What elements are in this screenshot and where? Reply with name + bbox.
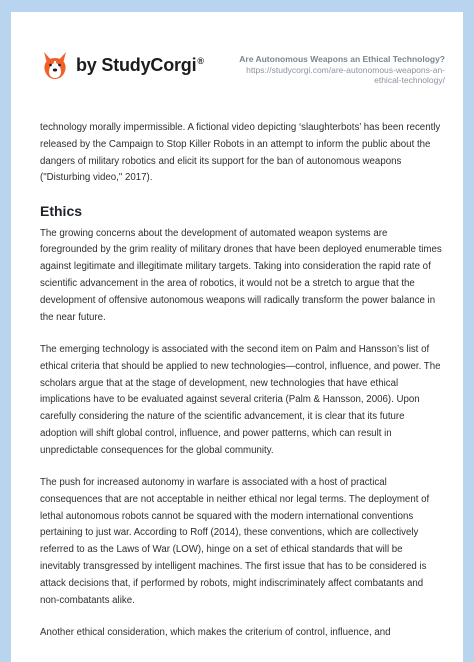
brand-name-text: by StudyCorgi [76, 54, 197, 75]
brand-name [76, 55, 204, 76]
paragraph: The growing concerns about the development of automated weapon systems are foregrounded by the grim reality of military drones that have been deployed enumerable times against legitimate and illegitimate military targets. Taking into consideration the rapid rate of scientific advancement in the area of robotics, it would not be a stretch to argue that the development of offensive autonomous weapons will radically transform the power balance in the near future. [40, 227, 442, 323]
corgi-icon [40, 50, 70, 80]
paragraph: Another ethical consideration, which makes the criterium of control, influence, and [40, 626, 391, 638]
section-heading: Ethics [40, 202, 83, 219]
paragraph: The emerging technology is associated with the second item on Palm and Hansson’s list of ethical criteria that should be applied to new technologies—control, influence, and power. The scholars argue that at the stage of development, new technologies that have ethical implications have to be evaluated against several criteria (Palm & Hansson, 2006). Upon carefully considering the nature of the scientific advancement, it is clear that its future adoption will shift global control, influence, and power patterns, which can result in unpredictable consequences for the global community. [40, 343, 441, 456]
document-url[interactable]: https://studycorgi.com/are-autonomous-weapons-an-ethical-technology/ [246, 65, 445, 85]
document-page [11, 12, 463, 662]
studycorgi-logo[interactable] [40, 50, 204, 80]
document-body [40, 120, 444, 657]
paragraph: The push for increased autonomy in warfare is associated with a host of practical consequences that are not acceptable in neither ethical nor legal terms. The deployment of lethal autonomous robots cannot be squared with the modern international conventions pertaining to just war. According to Roff (2014), these conventions, which are collectively referred to as the Laws of War (LOW), hinge on a set of ethical standards that will be inevitably transgressed by intelligent machines. The first issue that has to be considered is attack decisions that, if performed by robots, might indiscriminately affect combatants and non-combatants alike. [40, 477, 430, 606]
document-meta [225, 54, 445, 85]
registered-mark: ® [197, 55, 204, 66]
paragraph: technology morally impermissible. A fictional video depicting ‘slaughterbots’ has been recently released by the Campaign to Stop Killer Robots in an attempt to inform the public about the dangers of military robotics and elicit its support for the ban of autonomous weapons ("Disturbing video," 2017). [40, 122, 441, 184]
document-title: Are Autonomous Weapons an Ethical Technology? [239, 54, 445, 64]
page-header [11, 12, 463, 102]
